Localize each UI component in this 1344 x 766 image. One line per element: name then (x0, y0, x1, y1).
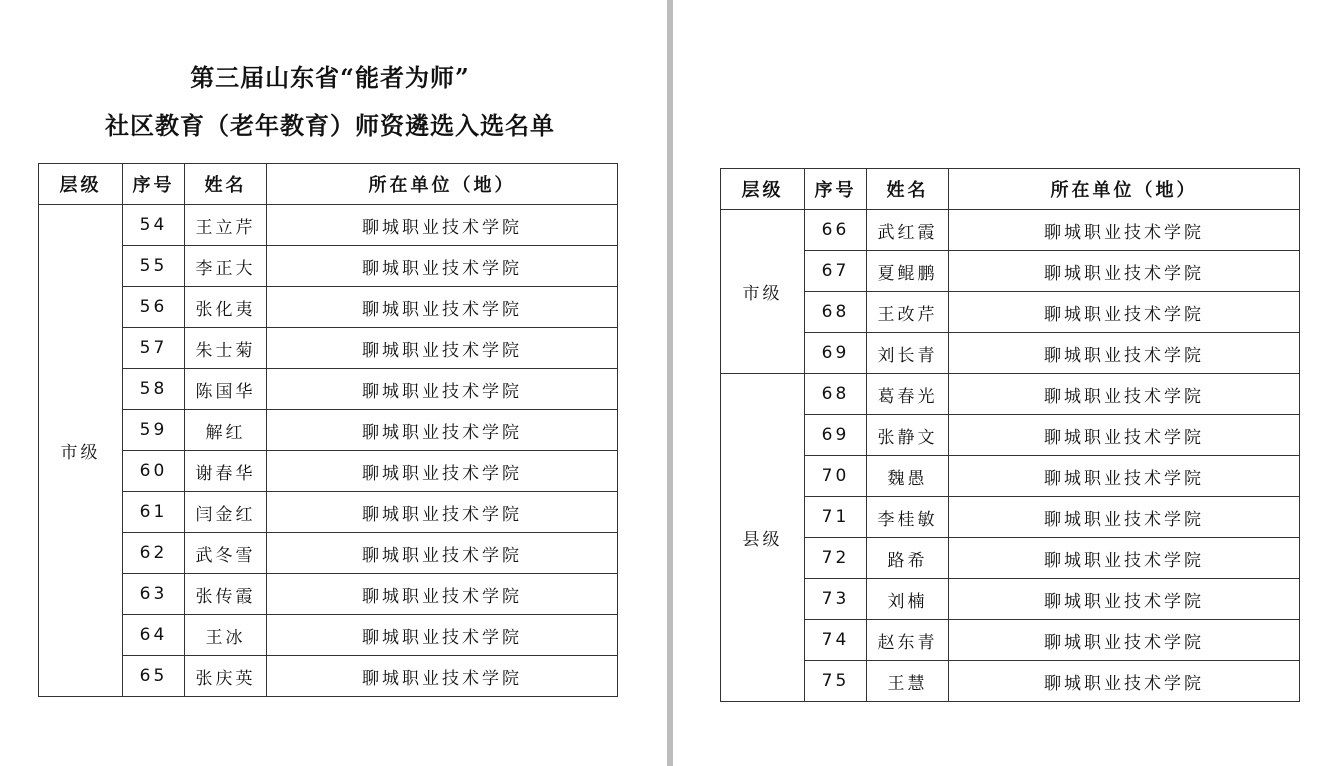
unit-cell: 聊城职业技术学院 (267, 246, 618, 287)
seq-cell: 57 (123, 328, 185, 369)
unit-cell: 聊城职业技术学院 (949, 374, 1300, 415)
name-cell: 夏鲲鹏 (867, 251, 949, 292)
name-cell: 张化夷 (185, 287, 267, 328)
unit-cell: 聊城职业技术学院 (949, 333, 1300, 374)
document-title-line2: 社区教育（老年教育）师资遴选入选名单 (105, 111, 555, 140)
name-cell: 路希 (867, 538, 949, 579)
unit-cell: 聊城职业技术学院 (949, 661, 1300, 702)
seq-cell: 63 (123, 574, 185, 615)
seq-cell: 73 (805, 579, 867, 620)
table-row (721, 251, 1300, 292)
table-row (39, 451, 618, 492)
table-row (721, 661, 1300, 702)
seq-cell: 69 (805, 415, 867, 456)
unit-cell: 聊城职业技术学院 (267, 574, 618, 615)
table-row (721, 415, 1300, 456)
unit-cell: 聊城职业技术学院 (267, 656, 618, 697)
seq-cell: 71 (805, 497, 867, 538)
table-row (39, 328, 618, 369)
unit-cell: 聊城职业技术学院 (267, 451, 618, 492)
unit-cell: 聊城职业技术学院 (267, 492, 618, 533)
table-row (721, 292, 1300, 333)
name-cell: 王改芹 (867, 292, 949, 333)
unit-cell: 聊城职业技术学院 (949, 620, 1300, 661)
unit-cell: 聊城职业技术学院 (267, 615, 618, 656)
unit-cell: 聊城职业技术学院 (949, 292, 1300, 333)
unit-cell: 聊城职业技术学院 (949, 210, 1300, 251)
name-cell: 张传霞 (185, 574, 267, 615)
table-header-row (39, 164, 618, 205)
table-row (39, 205, 618, 246)
table-row (39, 492, 618, 533)
table-row (39, 369, 618, 410)
table-row (39, 246, 618, 287)
table-row (721, 210, 1300, 251)
table-row (721, 374, 1300, 415)
name-cell: 李桂敏 (867, 497, 949, 538)
unit-cell: 聊城职业技术学院 (267, 205, 618, 246)
seq-cell: 70 (805, 456, 867, 497)
unit-cell: 聊城职业技术学院 (949, 538, 1300, 579)
seq-cell: 56 (123, 287, 185, 328)
header-level: 层级 (721, 169, 805, 210)
name-cell: 赵东青 (867, 620, 949, 661)
table-row (721, 620, 1300, 661)
level-cell: 市级 (39, 205, 123, 697)
seq-cell: 59 (123, 410, 185, 451)
seq-cell: 68 (805, 374, 867, 415)
header-level: 层级 (39, 164, 123, 205)
name-cell: 张静文 (867, 415, 949, 456)
seq-cell: 61 (123, 492, 185, 533)
unit-cell: 聊城职业技术学院 (267, 533, 618, 574)
header-name: 姓名 (867, 169, 949, 210)
unit-cell: 聊城职业技术学院 (267, 410, 618, 451)
seq-cell: 66 (805, 210, 867, 251)
table-row (721, 333, 1300, 374)
seq-cell: 67 (805, 251, 867, 292)
seq-cell: 64 (123, 615, 185, 656)
table-row (721, 579, 1300, 620)
name-cell: 李正大 (185, 246, 267, 287)
header-seq: 序号 (123, 164, 185, 205)
header-unit: 所在单位（地） (267, 164, 618, 205)
seq-cell: 65 (123, 656, 185, 697)
right-roster-table (720, 168, 1300, 702)
table-row (39, 615, 618, 656)
name-cell: 王慧 (867, 661, 949, 702)
name-cell: 葛春光 (867, 374, 949, 415)
level-cell: 县级 (721, 374, 805, 702)
seq-cell: 72 (805, 538, 867, 579)
unit-cell: 聊城职业技术学院 (949, 579, 1300, 620)
table-row (721, 456, 1300, 497)
table-header-row (721, 169, 1300, 210)
name-cell: 武冬雪 (185, 533, 267, 574)
name-cell: 张庆英 (185, 656, 267, 697)
left-roster-table (38, 163, 618, 697)
right-table-body (721, 210, 1300, 702)
seq-cell: 60 (123, 451, 185, 492)
unit-cell: 聊城职业技术学院 (949, 497, 1300, 538)
name-cell: 魏愚 (867, 456, 949, 497)
left-table-body (39, 205, 618, 697)
seq-cell: 74 (805, 620, 867, 661)
name-cell: 朱士菊 (185, 328, 267, 369)
name-cell: 武红霞 (867, 210, 949, 251)
seq-cell: 75 (805, 661, 867, 702)
name-cell: 王冰 (185, 615, 267, 656)
table-row (721, 538, 1300, 579)
document-title-line1: 第三届山东省“能者为师” (190, 63, 470, 92)
unit-cell: 聊城职业技术学院 (949, 251, 1300, 292)
seq-cell: 69 (805, 333, 867, 374)
header-seq: 序号 (805, 169, 867, 210)
seq-cell: 54 (123, 205, 185, 246)
unit-cell: 聊城职业技术学院 (267, 369, 618, 410)
unit-cell: 聊城职业技术学院 (267, 287, 618, 328)
unit-cell: 聊城职业技术学院 (267, 328, 618, 369)
header-unit: 所在单位（地） (949, 169, 1300, 210)
name-cell: 刘长青 (867, 333, 949, 374)
seq-cell: 68 (805, 292, 867, 333)
table-row (39, 287, 618, 328)
table-row (721, 497, 1300, 538)
name-cell: 闫金红 (185, 492, 267, 533)
seq-cell: 62 (123, 533, 185, 574)
seq-cell: 55 (123, 246, 185, 287)
level-cell: 市级 (721, 210, 805, 374)
table-row (39, 533, 618, 574)
name-cell: 王立芹 (185, 205, 267, 246)
table-row (39, 574, 618, 615)
name-cell: 谢春华 (185, 451, 267, 492)
name-cell: 陈国华 (185, 369, 267, 410)
table-row (39, 656, 618, 697)
header-name: 姓名 (185, 164, 267, 205)
name-cell: 刘楠 (867, 579, 949, 620)
page-divider (667, 0, 673, 766)
unit-cell: 聊城职业技术学院 (949, 415, 1300, 456)
unit-cell: 聊城职业技术学院 (949, 456, 1300, 497)
seq-cell: 58 (123, 369, 185, 410)
table-row (39, 410, 618, 451)
name-cell: 解红 (185, 410, 267, 451)
